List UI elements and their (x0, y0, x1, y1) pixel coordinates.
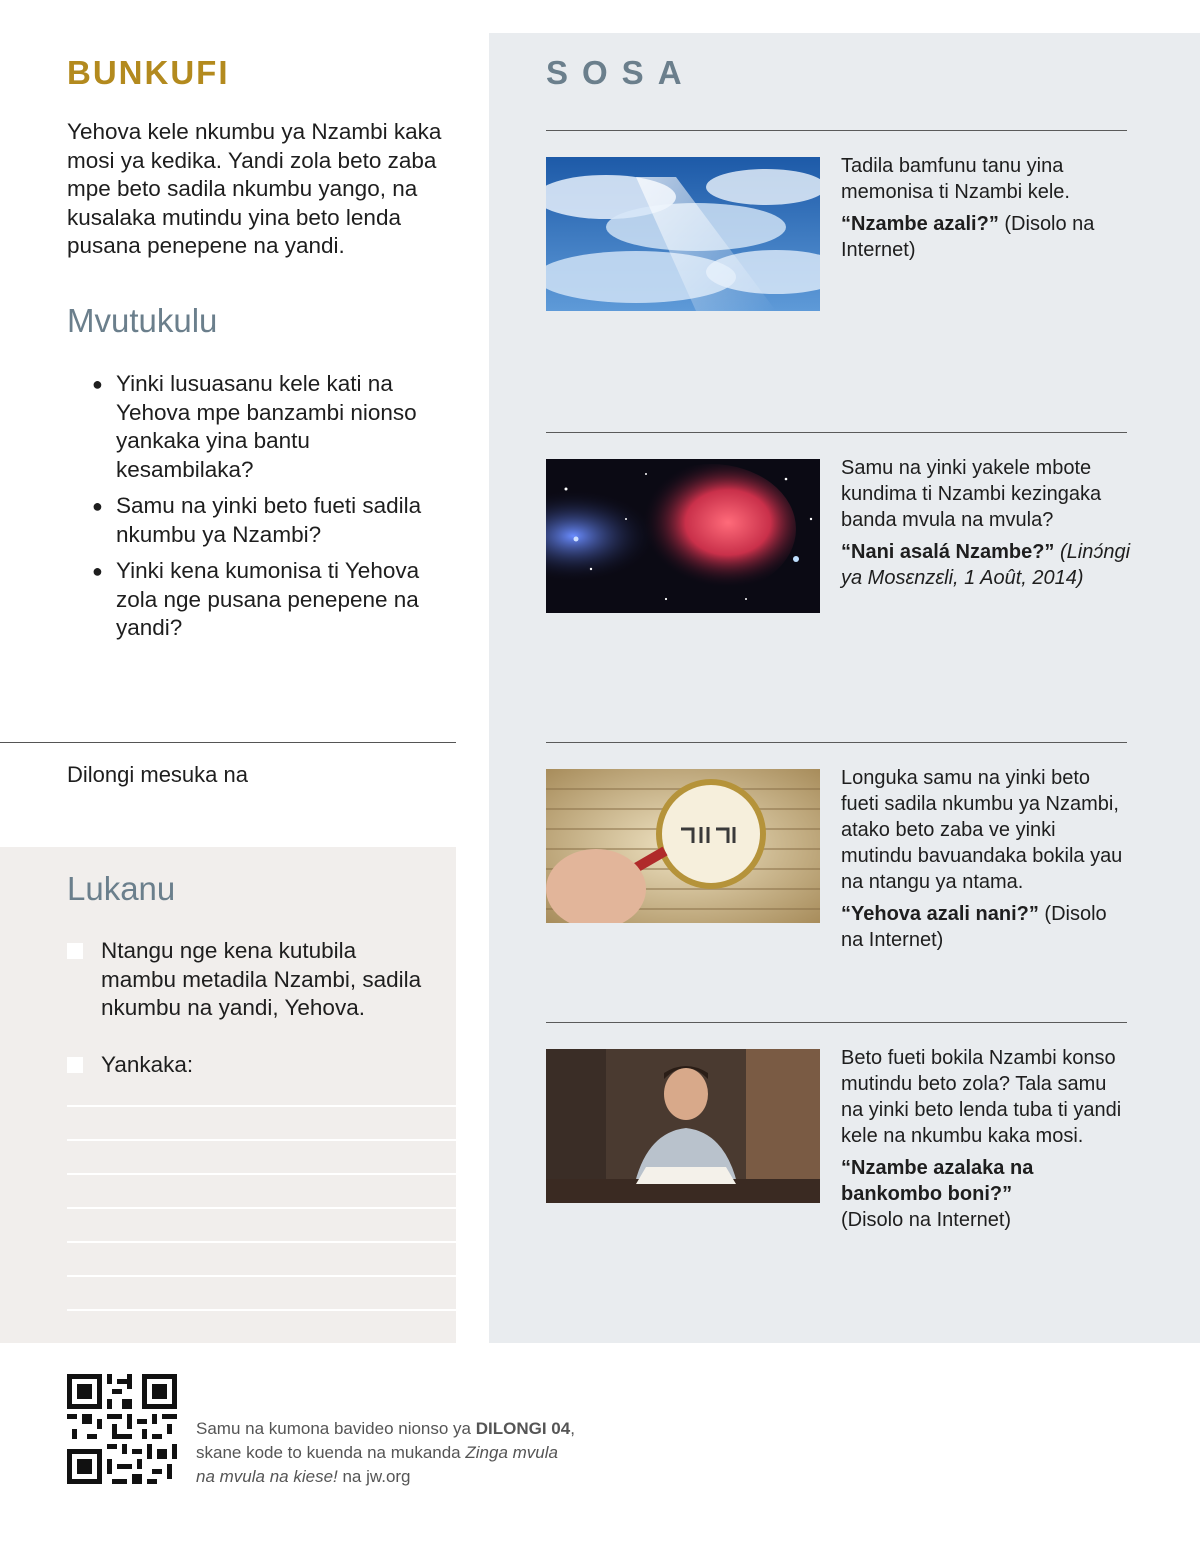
divider (546, 130, 1127, 131)
footer-note: Samu na kumona bavideo nionso ya DILONGI 04, skane kode to kuenda na mukanda Zinga mvula na mvula na kiese! na jw.org (196, 1419, 575, 1486)
book-title-cont: na mvula na kiese! (196, 1467, 338, 1486)
book-title: Zinga mvula (465, 1443, 558, 1462)
goal-item: Ntangu nge kena kutubila mambu metadila Nzambi, sadila nkumbu na yandi, Yehova. (67, 937, 427, 1023)
man-reading-image[interactable] (546, 1049, 820, 1203)
goals-title: Lukanu (67, 870, 176, 907)
review-item: ● Yinki kena kumonisa ti Yehova zola nge pusana penepene na yandi? (92, 558, 420, 640)
reference-title[interactable]: “Nani asalá Nzambe?” (841, 541, 1055, 563)
writing-line[interactable] (67, 1105, 456, 1107)
review-item: ● Samu na yinki beto fueti sadila nkumbu ya Nzambi? (92, 493, 422, 547)
bullet-icon: ● (92, 561, 103, 581)
checkbox[interactable] (67, 1057, 83, 1073)
writing-line[interactable] (67, 1139, 456, 1141)
explore-card-text: Samu na yinki yakele mbote kundima ti Nzambi kezingaka banda mvula na mvula? “Nani asalá Nzambe?” (Linɔ́ngi ya Mosɛnzɛli, 1 Août, 2014) (841, 457, 1131, 589)
explore-title: SOSA (546, 54, 696, 91)
reference-source: (Linɔ́ngi ya Mosɛnzɛli, 1 Août, 2014) (841, 541, 1131, 589)
writing-line[interactable] (67, 1173, 456, 1175)
summary-title: BUNKUFI (67, 54, 230, 91)
reference-title[interactable]: “Nzambe azali?” (841, 213, 999, 235)
lesson-number: DILONGI 04 (475, 1419, 571, 1438)
checkbox[interactable] (67, 943, 83, 959)
explore-card-text: Longuka samu na yinki beto fueti sadila nkumbu ya Nzambi, atako beto zaba ve yinki mutindu bavuandaka bokila yau na ntangu ya ntama. “Yehova azali nani?” (Disolo na Internet) (841, 767, 1123, 951)
explore-card-text: Beto fueti bokila Nzambi konso mutindu beto zola? Tala samu na yinki beto lenda tuba ti yandi kele na nkumbu kaka mosi. “Nzambe azalaka na bankombo boni?” (Disolo na Internet) (841, 1047, 1122, 1231)
review-title: Mvutukulu (67, 302, 218, 339)
divider (546, 1022, 1127, 1023)
reference-title[interactable]: “Nzambe azalaka na bankombo boni?” (841, 1157, 1034, 1205)
divider (0, 742, 456, 743)
goal-item-other: Yankaka: (67, 1051, 427, 1080)
writing-line[interactable] (67, 1207, 456, 1209)
goals-panel (0, 847, 456, 1343)
lesson-completed-label: Dilongi mesuka na (67, 762, 248, 787)
review-list (92, 370, 452, 651)
magnifying-glass-hebrew-text-image[interactable] (546, 769, 820, 923)
writing-line[interactable] (67, 1275, 456, 1277)
reference-source: (Disolo na Internet) (841, 213, 1095, 261)
review-item: ● Yinki lusuasanu kele kati na Yehova mpe banzambi nionso yankaka yina bantu kesambilaka? (92, 371, 417, 482)
website-link[interactable]: na jw.org (337, 1467, 411, 1486)
reference-source: (Disolo na Internet) (841, 903, 1107, 951)
bullet-icon: ● (92, 496, 103, 516)
writing-line[interactable] (67, 1241, 456, 1243)
nebula-space-image[interactable] (546, 459, 820, 613)
qr-code-icon[interactable] (67, 1374, 177, 1484)
bullet-icon: ● (92, 374, 103, 394)
reference-source: (Disolo na Internet) (841, 1209, 1012, 1231)
divider (546, 432, 1127, 433)
reference-title[interactable]: “Yehova azali nani?” (841, 903, 1039, 925)
writing-line[interactable] (67, 1309, 456, 1311)
clouds-sky-image[interactable] (546, 157, 820, 311)
summary-text: Yehova kele nkumbu ya Nzambi kaka mosi ya kedika. Yandi zola beto zaba mpe beto sadila nkumbu yango, na kusalaka mutindu yina beto lenda pusana penepene na yandi. (67, 119, 442, 258)
divider (546, 742, 1127, 743)
explore-card-text: Tadila bamfunu tanu yina memonisa ti Nzambi kele. “Nzambe azali?” (Disolo na Internet) (841, 155, 1095, 261)
